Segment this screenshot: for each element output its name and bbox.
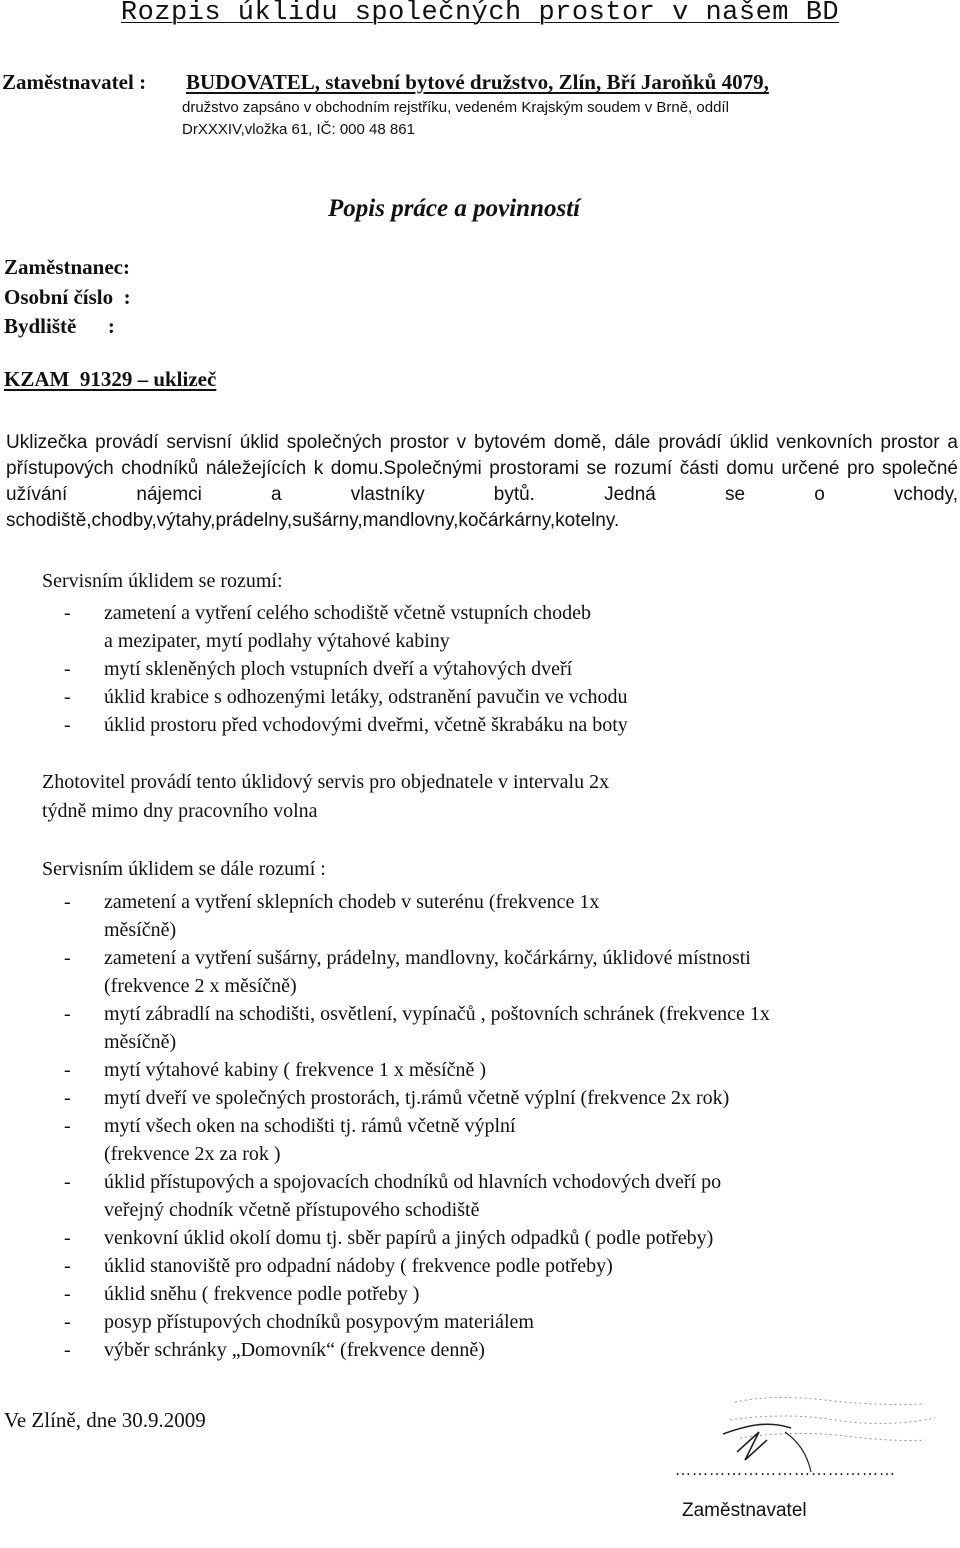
signature-line: ………………………………… [675, 1462, 896, 1479]
employer-name: BUDOVATEL, stavební bytové družstvo, Zlín, Bří Jaroňků 4079, [186, 70, 769, 94]
list-item: - mytí všech oken na schodišti tj. rámů včetně výplní (frekvence 2x za rok ) [64, 1115, 516, 1165]
list-item: - úklid přístupových a spojovacích chodníků od hlavních vchodových dveří po veřejný chodník včetně přístupového schodiště [64, 1171, 722, 1221]
section-1-list [38, 599, 938, 739]
interval-line-1: Zhotovitel provádí tento úklidový servis pro objednatele v intervalu 2x [42, 771, 610, 793]
document-title: Rozpis úklidu společných prostor v našem BD [120, 0, 840, 28]
employer-label: Zaměstnavatel : [2, 70, 147, 94]
list-item: - venkovní úklid okolí domu tj. sběr papírů a jiných odpadků ( podle potřeby) [64, 1227, 714, 1249]
list-item: - mytí zábradlí na schodišti, osvětlení, vypínačů , poštovních schránek (frekvence 1x měsíčně) [64, 1003, 770, 1053]
section-1-heading: Servisním úklidem se rozumí: [42, 570, 283, 592]
list-item: - úklid stanoviště pro odpadní nádoby ( frekvence podle potřeby) [64, 1255, 613, 1277]
place-date: Ve Zlíně, dne 30.9.2009 [4, 1408, 206, 1432]
section-heading: Popis práce a povinností [328, 195, 581, 222]
section-2-list [38, 888, 938, 1364]
list-item: - mytí skleněných ploch vstupních dveří a výtahových dveří [64, 658, 573, 680]
list-item: - mytí dveří ve společných prostorách, tj.rámů včetně výplní (frekvence 2x rok) [64, 1087, 730, 1109]
list-item: - mytí výtahové kabiny ( frekvence 1 x měsíčně ) [64, 1059, 487, 1081]
intro-paragraph: Uklizečka provádí servisní úklid společných prostor v bytovém domě, dále provádí úklid venkovních prostor a přístupových chodníků náležejících k domu.Společnými prostorami se rozumí části domu určené pro společné užívání nájemci a vlastníky bytů. Jedná se o vchody, schodiště,chodby,výtahy,prádelny,sušárny,mandlovny,kočárkárny,kotelny. [6, 432, 958, 531]
list-item: - výběr schránky „Domovník“ (frekvence denně) [64, 1339, 485, 1361]
list-item: - zametení a vytření sklepních chodeb v suterénu (frekvence 1x měsíčně) [64, 891, 600, 941]
job-code: KZAM 91329 – uklizeč [4, 367, 217, 391]
residence-label: Bydliště : [4, 314, 115, 338]
list-item: - zametení a vytření sušárny, prádelny, mandlovny, kočárkárny, úklidové místnosti (frekvence 2 x měsíčně) [64, 947, 751, 997]
list-item: - úklid prostoru před vchodovými dveřmi, včetně škrabáku na boty [64, 714, 628, 736]
signature-label: Zaměstnavatel [682, 1500, 807, 1521]
personal-number-label: Osobní číslo : [4, 285, 131, 309]
section-2-heading: Servisním úklidem se dále rozumí : [42, 858, 326, 880]
employer-registration-line-1: družstvo zapsáno v obchodním rejstříku, vedeném Krajským soudem v Brně, oddíl [182, 99, 729, 116]
list-item: - zametení a vytření celého schodiště včetně vstupních chodeb a mezipater, mytí podlahy výtahové kabiny [64, 602, 592, 652]
interval-line-2: týdně mimo dny pracovního volna [42, 800, 318, 822]
employee-label: Zaměstnanec: [4, 255, 130, 279]
employer-registration-line-2: DrXXXIV,vložka 61, IČ: 000 48 861 [182, 121, 415, 138]
list-item: - úklid sněhu ( frekvence podle potřeby ) [64, 1283, 420, 1305]
list-item: - posyp přístupových chodníků posypovým materiálem [64, 1311, 534, 1333]
list-item: - úklid krabice s odhozenými letáky, odstranění pavučin ve vchodu [64, 686, 628, 708]
